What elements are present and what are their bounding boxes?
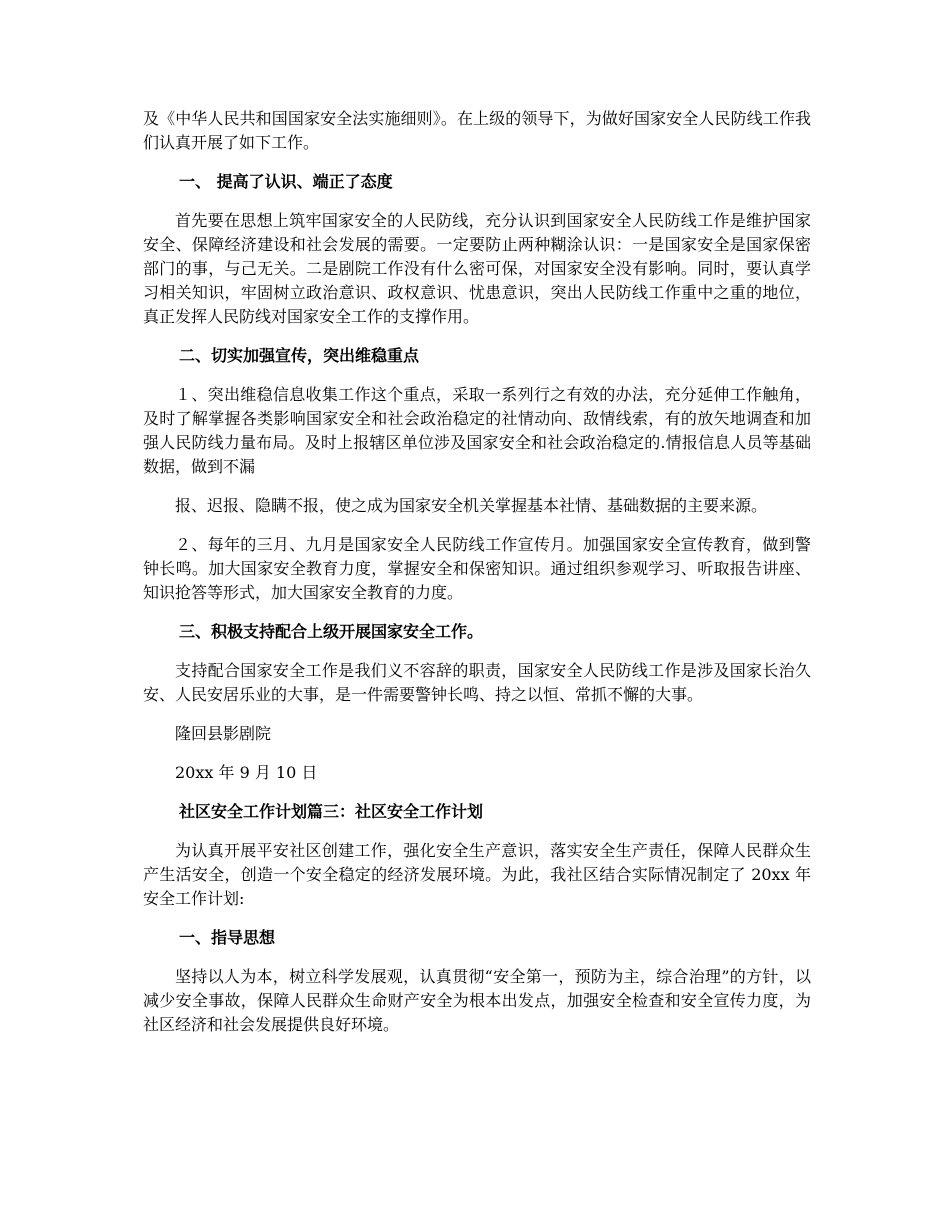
heading-section-3: 三、积极支持配合上级开展国家安全工作。 <box>179 622 484 641</box>
paragraph-support: 支持配合国家安全工作是我们义不容辞的职责，国家安全人民防线工作是涉及国家长治久安、人民安居乐业的大事，是一件需要警钟长鸣、持之以恒、常抓不懈的大事。 <box>143 661 811 704</box>
paragraph-awareness: 首先要在思想上筑牢国家安全的人民防线，充分认识到国家安全人民防线工作是维护国家安全、保障经济建设和社会发展的需要。一定要防止两种糊涂认识：一是国家安全是国家保密部门的事，与己无关。二是剧院工作没有什么密可保，对国家安全没有影响。同时，要认真学习相关知识，牢固树立政治意识、政权意识、忧患意识，突出人民防线工作重中之重的地位，真正发挥人民防线对国家安全工作的支撑作用。 <box>143 211 811 326</box>
signature-organization: 隆回县影剧院 <box>175 724 272 743</box>
heading-section-2: 二、切实加强宣传，突出维稳重点 <box>179 346 420 365</box>
paragraph-plan-intro: 为认真开展平安社区创建工作，强化安全生产意识，落实安全生产责任，保障人民群众生产生活安全，创造一个安全稳定的经济发展环境。为此，我社区结合实际情况制定了 20xx 年安全工作计划: <box>143 841 811 908</box>
signature-date: 20xx 年 9 月 10 日 <box>175 763 318 782</box>
document-page <box>143 107 811 1052</box>
heading-article-3: 社区安全工作计划篇三：社区安全工作计划 <box>179 802 484 821</box>
heading-section-1: 一、 提高了认识、端正了态度 <box>179 172 393 191</box>
paragraph-item-1: １、突出维稳信息收集工作这个重点，采取一系列行之有效的办法，充分延伸工作触角，及时了解掌握各类影响国家安全和社会政治稳定的社情动向、敌情线索，有的放矢地调查和加强人民防线力量布局。及时上报辖区单位涉及国家安全和社会政治稳定的.情报信息人员等基础数据，做到不漏 <box>143 385 811 476</box>
paragraph-intro: 及《中华人民共和国国家安全法实施细则》。在上级的领导下，为做好国家安全人民防线工作我们认真开展了如下工作。 <box>143 109 811 152</box>
paragraph-guiding-thought: 坚持以人为本，树立科学发展观，认真贯彻“安全第一，预防为主，综合治理”的方针，以减少安全事故，保障人民群众生命财产安全为根本出发点，加强安全检查和安全宣传力度，为社区经济和社会发展提供良好环境。 <box>143 967 811 1034</box>
paragraph-item-1-continued: 报、迟报、隐瞒不报，使之成为国家安全机关掌握基本社情、基础数据的主要来源。 <box>175 496 768 515</box>
paragraph-item-2: ２、每年的三月、九月是国家安全人民防线工作宣传月。加强国家安全宣传教育，做到警钟长鸣。加大国家安全教育力度，掌握安全和保密知识。通过组织参观学习、听取报告讲座、知识抢答等形式，加大国家安全教育的力度。 <box>143 535 811 602</box>
heading-guiding-thought: 一、指导思想 <box>179 928 276 947</box>
